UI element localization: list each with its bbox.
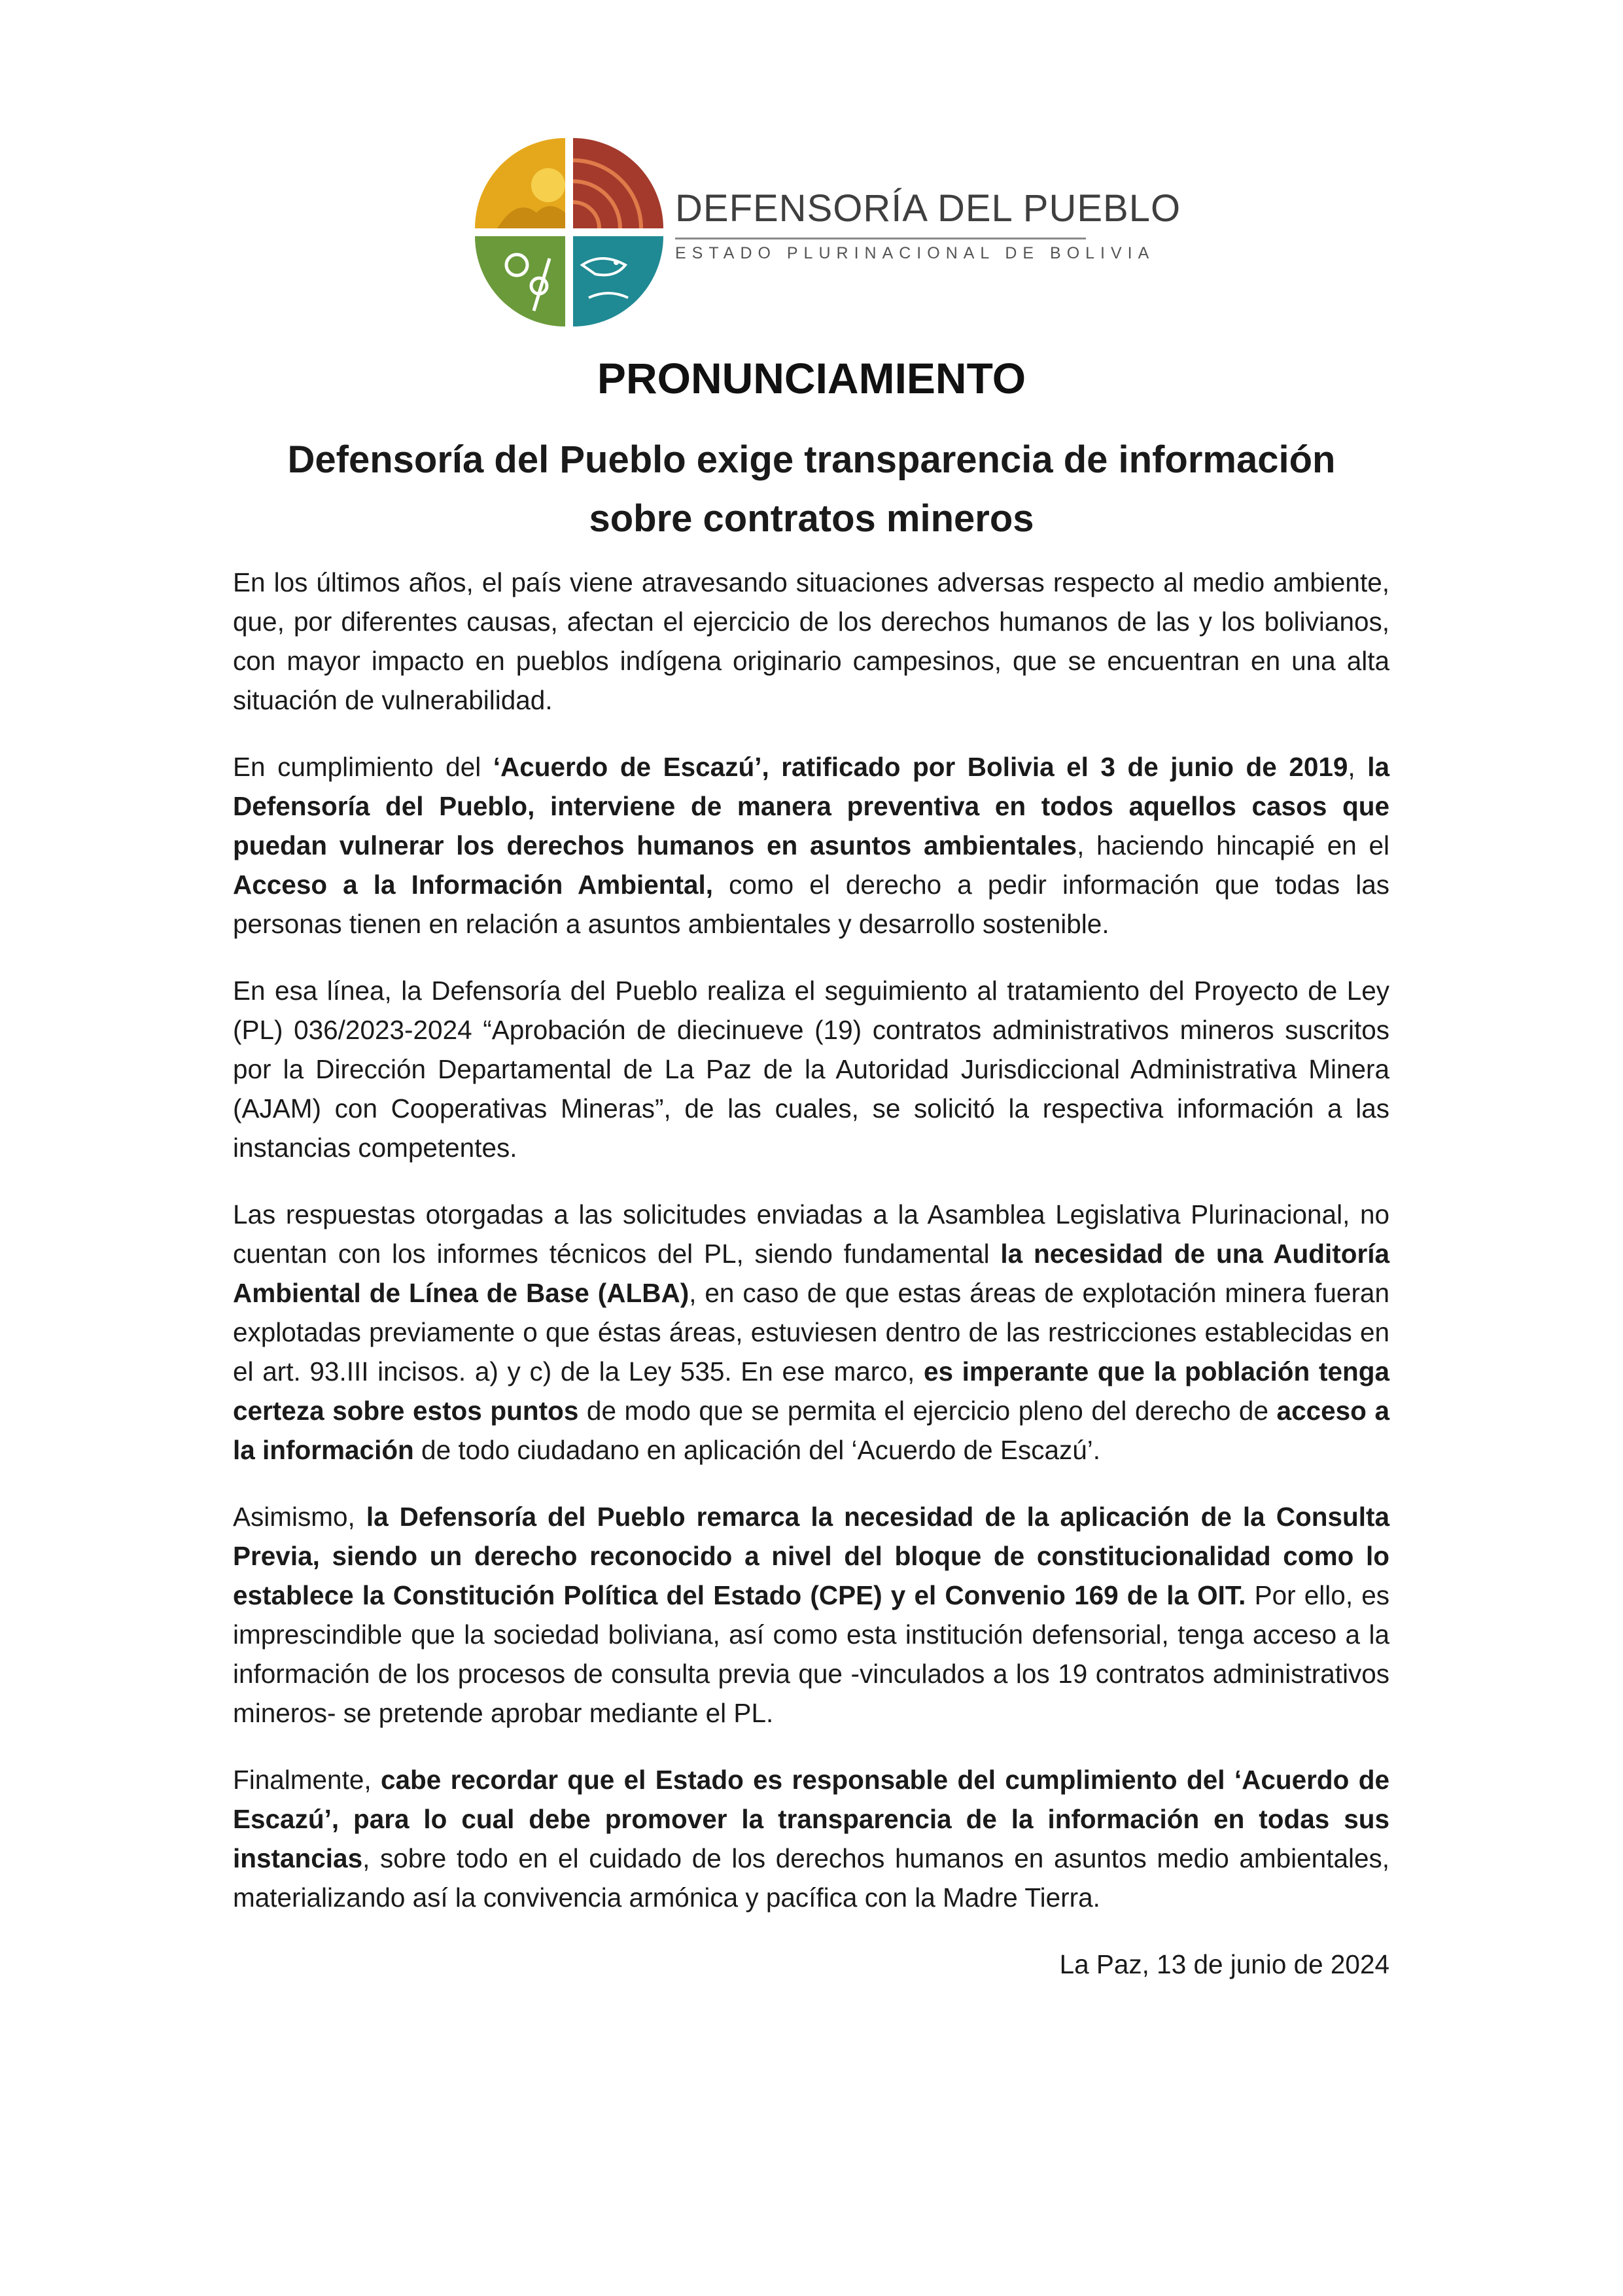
letterhead-divider bbox=[675, 238, 1086, 239]
subtitle-line: Defensoría del Pueblo exige transparencia de información bbox=[287, 438, 1336, 481]
organization-subtitle: ESTADO PLURINACIONAL DE BOLIVIA bbox=[675, 244, 1155, 262]
paragraph-1: En los últimos años, el país viene atravesando situaciones adversas respecto al medio ambiente, que, por diferentes causas, afectan el ejercicio de los derechos humanos de las y los bolivianos, con mayor impacto en pueblos indígena originario campesinos, que se encuentran en una alta situación de vulnerabilidad. bbox=[233, 567, 1389, 715]
paragraph-6: Finalmente, cabe recordar que el Estado es responsable del cumplimiento del ‘Acuerdo de Escazú’, para lo cual debe promover la transparencia de la información en todas sus instancias, sobre todo en el cuidado de los derechos humanos en asuntos medio ambientales, materializando así la convivencia armónica y pacífica con la Madre Tierra. bbox=[233, 1765, 1389, 1913]
place-and-date: La Paz, 13 de junio de 2024 bbox=[1059, 1949, 1389, 1979]
document-subtitle bbox=[262, 431, 1361, 548]
defensoria-emblem-icon bbox=[471, 134, 667, 330]
paragraph-2: En cumplimiento del ‘Acuerdo de Escazú’, ratificado por Bolivia el 3 de junio de 2019, la Defensoría del Pueblo, interviene de manera preventiva en todos aquellos casos que puedan vulnerar los derechos humanos en asuntos ambientales, haciendo hincapié en el Acceso a la Información Ambiental, como el derecho a pedir información que todas las personas tienen en relación a asuntos ambientales y desarrollo sostenible. bbox=[233, 752, 1390, 939]
paragraph-3: En esa línea, la Defensoría del Pueblo realiza el seguimiento al tratamiento del Proyecto de Ley (PL) 036/2023-2024 “Aprobación de diecinueve (19) contratos administrativos mineros suscritos por la Dirección Departamental de La Paz de la Autoridad Jurisdiccional Administrativa Minera (AJAM) con Cooperativas Mineras”, de las cuales, se solicitó la respectiva información a las instancias competentes. bbox=[233, 976, 1389, 1163]
paragraph-4: Las respuestas otorgadas a las solicitudes enviadas a la Asamblea Legislativa Plurinacional, no cuentan con los informes técnicos del PL, siendo fundamental la necesidad de una Auditoría Ambiental de Línea de Base (ALBA), en caso de que estas áreas de explotación minera fueran explotadas previamente o que éstas áreas, estuviesen dentro de las restricciones establecidas en el art. 93.III incisos. a) y c) de la Ley 535. En ese marco, es imperante que la población tenga certeza sobre estos puntos de modo que se permita el ejercicio pleno del derecho de acceso a la información de todo ciudadano en aplicación del ‘Acuerdo de Escazú’. bbox=[233, 1199, 1389, 1465]
document-body bbox=[233, 563, 1389, 2011]
paragraph-5: Asimismo, la Defensoría del Pueblo remarca la necesidad de la aplicación de la Consulta Previa, siendo un derecho reconocido a nivel del bloque de constitucionalidad como lo establece la Constitución Política del Estado (CPE) y el Convenio 169 de la OIT. Por ello, es imprescindible que la sociedad boliviana, así como esta institución defensorial, tenga acceso a la información de los procesos de consulta previa que -vinculados a los 19 contratos administrativos mineros- se pretende aprobar mediante el PL. bbox=[233, 1502, 1390, 1728]
subtitle-line: sobre contratos mineros bbox=[589, 497, 1034, 540]
document-title: PRONUNCIAMIENTO bbox=[597, 354, 1026, 402]
letterhead bbox=[471, 134, 1181, 330]
organization-name: DEFENSORÍA DEL PUEBLO bbox=[675, 187, 1181, 230]
